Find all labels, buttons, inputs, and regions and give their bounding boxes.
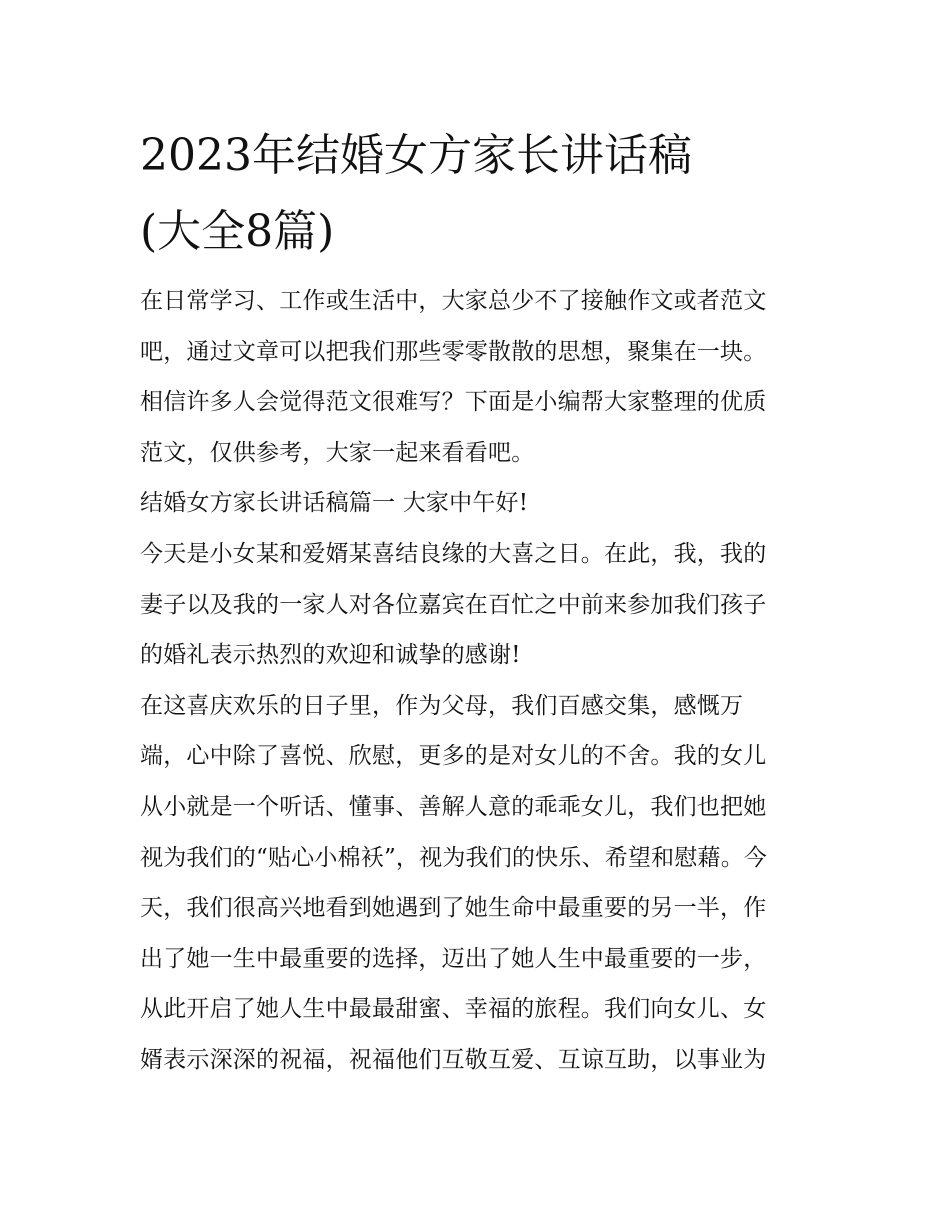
section-heading-line: 结婚女方家长讲话稿篇一 大家中午好! bbox=[140, 490, 529, 517]
page-title bbox=[140, 118, 830, 270]
text-line: 在日常学习、工作或生活中，大家总少不了接触作文或者范文 bbox=[140, 288, 767, 314]
text-line: 天，我们很高兴地看到她遇到了她生命中最重要的另一半，作 bbox=[140, 895, 767, 922]
text-line: 出了她一生中最重要的选择，迈出了她人生中最重要的一步， bbox=[140, 945, 767, 972]
text-line: 视为我们的“贴心小棉袄”，视为我们的快乐、希望和慰藉。今 bbox=[140, 844, 768, 871]
text-line: 妻子以及我的一家人对各位嘉宾在百忙之中前来参加我们孩子 bbox=[140, 591, 767, 618]
text-line: 范文，仅供参考，大家一起来看看吧。 bbox=[140, 439, 535, 466]
text-line: 相信许多人会觉得范文很难写？下面是小编帮大家整理的优质 bbox=[140, 389, 767, 416]
title-line-2: (大全8篇) bbox=[140, 206, 335, 257]
text-line: 婿表示深深的祝福，祝福他们互敬互爱、互谅互助，以事业为 bbox=[140, 1046, 767, 1073]
text-line: 在这喜庆欢乐的日子里，作为父母，我们百感交集，感慨万 bbox=[140, 692, 744, 719]
text-line: 从小就是一个听话、懂事、善解人意的乖乖女儿，我们也把她 bbox=[140, 793, 767, 820]
text-line: 今天是小女某和爱婿某喜结良缘的大喜之日。在此，我，我的 bbox=[140, 540, 767, 567]
text-line: 端，心中除了喜悦、欣慰，更多的是对女儿的不舍。我的女儿 bbox=[140, 743, 767, 770]
body-text bbox=[140, 276, 830, 1086]
text-line: 吧，通过文章可以把我们那些零零散散的思想，聚集在一块。 bbox=[140, 338, 767, 365]
title-line-1: 2023年结婚女方家长讲话稿 bbox=[140, 130, 692, 181]
text-line: 从此开启了她人生中最最甜蜜、幸福的旅程。我们向女儿、女 bbox=[140, 996, 767, 1023]
text-line: 的婚礼表示热烈的欢迎和诚挚的感谢! bbox=[140, 642, 521, 669]
